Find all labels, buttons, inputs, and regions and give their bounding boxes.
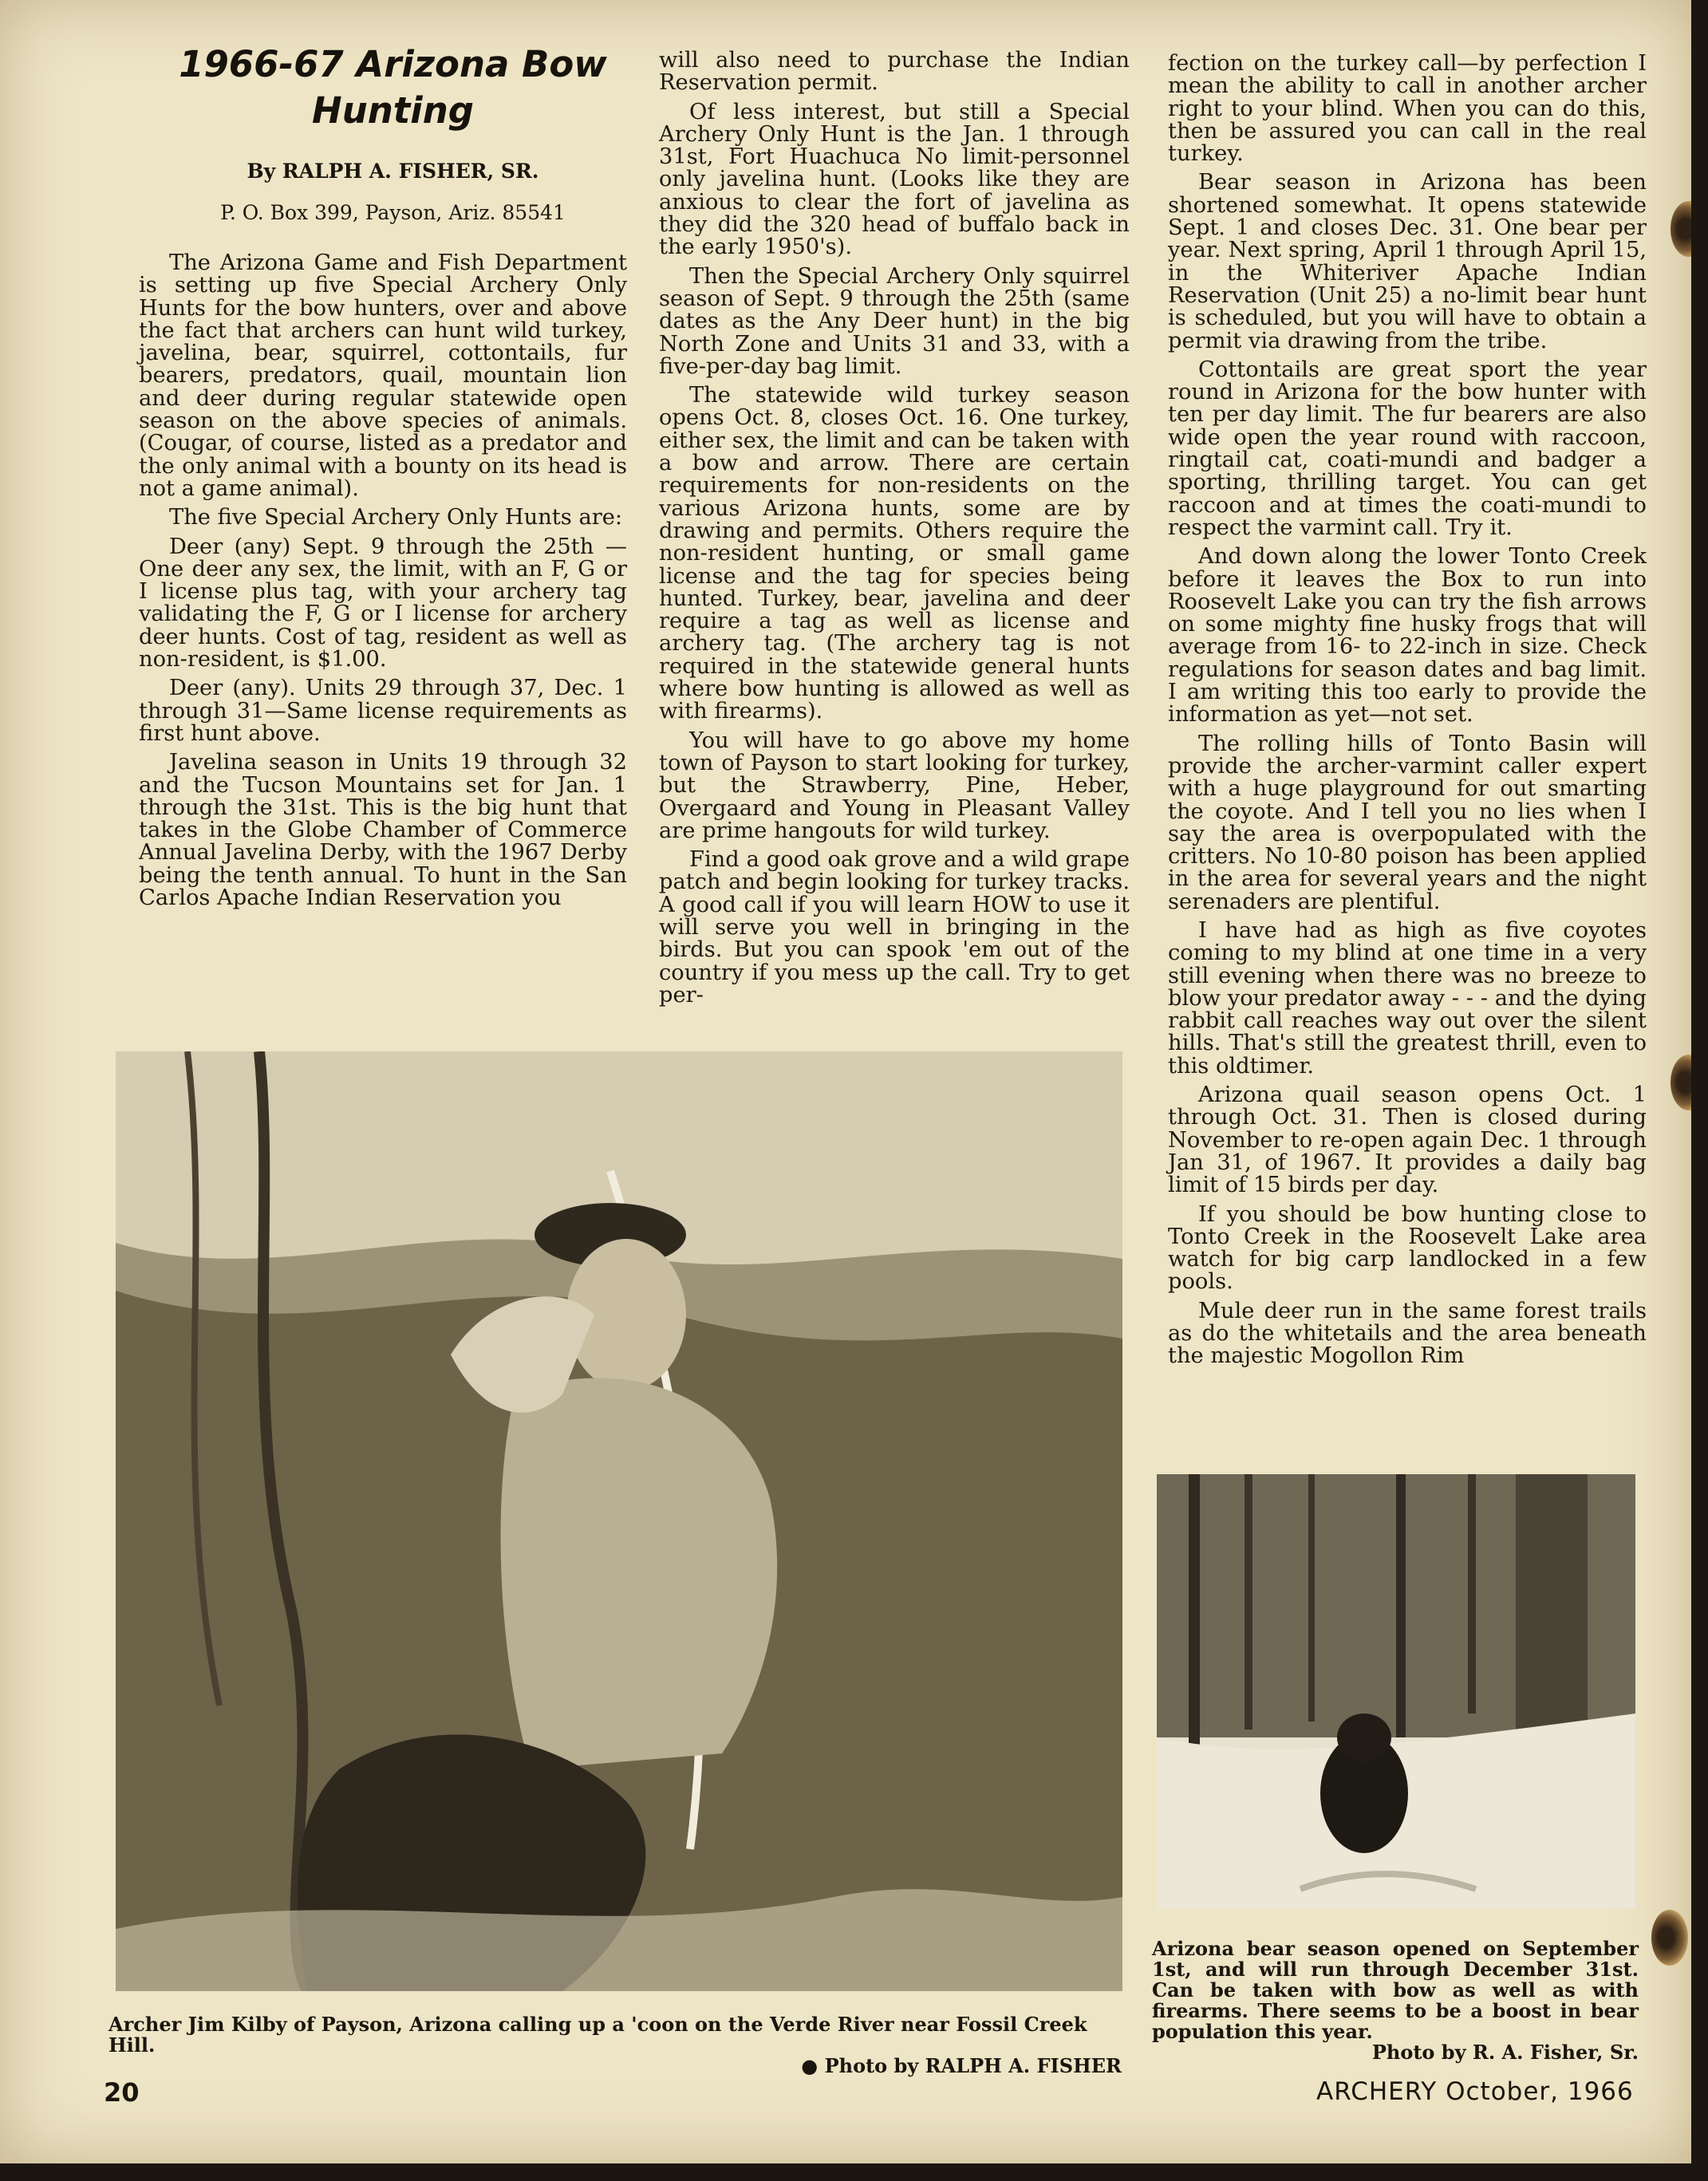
binder-hole-icon xyxy=(1651,1910,1688,1966)
article-title: 1966-67 Arizona Bow Hunting xyxy=(179,43,607,132)
photo-credit: Photo by R. A. Fisher, Sr. xyxy=(1371,2041,1639,2064)
caption-text: Arizona bear season opened on September 1st, and will run through December 31st. Can be taken with bow as well as with firearms. There seems to be a boost in bear population this year. xyxy=(1152,1937,1639,2043)
binder-hole-icon xyxy=(1671,201,1691,257)
paragraph: Find a good oak grove and a wild grape patch and begin looking for turkey tracks. A good call if you will learn HOW to use it will serve you well in bringing in the birds. But you can spook 'em out of the country if you mess up the call. Try to get per- xyxy=(659,847,1130,1008)
paragraph: I have had as high as five coyotes coming to my blind at one time in a very still evening when there was no breeze to blow your predator away - - - and the dying rabbit call reaches way out over the silent hills. That's still the greatest thrill, even to this oldtimer. xyxy=(1168,917,1647,1079)
paragraph: Mule deer run in the same forest trails as do the whitetails and the area beneath the majestic Mogollon Rim xyxy=(1168,1298,1647,1369)
bear-photo-caption xyxy=(1152,1938,1639,2063)
archer-photo-illustration xyxy=(116,1051,1122,1991)
paragraph: Of less interest, but still a Special Archery Only Hunt is the Jan. 1 through 31st, Fort Huachuca No limit-personnel only javelina hunt. (Looks like they are anxious to clear the fort of javelina as they did the 320 head of buffalo back in the early 1950's). xyxy=(659,99,1130,260)
archer-photo xyxy=(116,1051,1122,1991)
paragraph: Deer (any). Units 29 through 37, Dec. 1 through 31—Same license requirements as first hunt above. xyxy=(139,676,627,746)
paragraph: fection on the turkey call—by perfection I mean the ability to call in another archer right to your blind. When you can do this, then be assured you can call in the real turkey. xyxy=(1168,51,1647,167)
photo-credit: ● Photo by RALPH A. FISHER xyxy=(801,2054,1122,2077)
paragraph: will also need to purchase the Indian Reservation permit. xyxy=(659,48,1130,96)
paragraph: The statewide wild turkey season opens Oct. 8, closes Oct. 16. One turkey, either sex, the limit and can be taken with a bow and arrow. There are certain requirements for non-residents on the various Arizona hunts, some are by drawing and permits. Others require the non-resident hunting, or small game license and the tag for species being hunted. Turkey, bear, javelina and deer require a tag as well as license and archery tag. (The archery tag is not required in the statewide general hunts where bow hunting is allowed as well as with firearms). xyxy=(659,383,1130,724)
caption-text: Archer Jim Kilby of Payson, Arizona calling up a 'coon on the Verde River near Fossil Creek Hill. xyxy=(108,2013,1087,2057)
column-3 xyxy=(1168,53,1647,1374)
column-1 xyxy=(139,252,627,916)
paragraph: The five Special Archery Only Hunts are: xyxy=(169,505,623,530)
page-number: 20 xyxy=(104,2077,140,2108)
paragraph: Deer (any) Sept. 9 through the 25th —One deer any sex, the limit, with an F, G or I license plus tag, with your archery tag validating the F, G or I license for archery deer hunts. Cost of tag, resident as well as non-resident, is $1.00. xyxy=(139,534,627,672)
byline: By RALPH A. FISHER, SR. xyxy=(247,160,539,183)
publication-footer: ARCHERY October, 1966 xyxy=(1316,2077,1634,2106)
paragraph: You will have to go above my home town of Payson to start looking for turkey, but the Strawberry, Pine, Heber, Overgaard and Young in Pleasant Valley are prime hangouts for wild turkey. xyxy=(659,728,1130,843)
bear-photo-illustration xyxy=(1157,1474,1635,1909)
paragraph: And down along the lower Tonto Creek before it leaves the Box to run into Roosevelt Lake you can try the fish arrows on some mighty fine husky frogs that will average from 16- to 22-inch in size. Check regulations for season dates and bag limit. I am writing this too early to provide the information as yet—not set. xyxy=(1168,544,1647,728)
paragraph: If you should be bow hunting close to Tonto Creek in the Roosevelt Lake area watch for big carp landlocked in a few pools. xyxy=(1168,1201,1647,1295)
archer-photo-caption xyxy=(108,2014,1122,2076)
paragraph: Then the Special Archery Only squirrel season of Sept. 9 through the 25th (same dates as the Any Deer hunt) in the big North Zone and Units 31 and 33, with a five-per-day bag limit. xyxy=(659,263,1130,379)
paragraph: The Arizona Game and Fish Department is setting up five Special Archery Only Hunts for the bow hunters, over and above the fact that archers can hunt wild turkey, javelina, bear, squirrel, cottontails, fur bearers, predators, quail, mountain lion and deer during regular statewide open season on the above species of animals. (Cougar, of course, listed as a predator and the only animal with a bounty on its head is not a game animal). xyxy=(139,250,627,501)
bear-photo xyxy=(1157,1474,1635,1909)
paragraph: Bear season in Arizona has been shortened somewhat. It opens statewide Sept. 1 and closes Dec. 31. One bear per year. Next spring, April 1 through April 15, in the Whiteriver Apache Indian Reservation (Unit 25) a no-limit bear hunt is scheduled, but you will have to obtain a permit via drawing from the tribe. xyxy=(1168,170,1647,353)
binder-hole-icon xyxy=(1671,1055,1691,1110)
paragraph: Javelina season in Units 19 through 32 and the Tucson Mountains set for Jan. 1 through the 31st. This is the big hunt that takes in the Globe Chamber of Commerce Annual Javelina Derby, with the 1967 Derby being the tenth annual. To hunt in the San Carlos Apache Indian Reservation you xyxy=(139,750,627,911)
column-2 xyxy=(659,49,1130,1013)
paragraph: Arizona quail season opens Oct. 1 through Oct. 31. Then is closed during November to re-open again Dec. 1 through Jan 31, of 1967. It provides a daily bag limit of 15 birds per day. xyxy=(1168,1083,1647,1198)
paragraph: Cottontails are great sport the year round in Arizona for the bow hunter with ten per day limit. The fur bearers are also wide open the year round with raccoon, ringtail cat, coati-mundi and badger a sporting, thrilling target. You can get raccoon and at times the coati-mundi to respect the varmint call. Try it. xyxy=(1168,357,1647,540)
author-address: P. O. Box 399, Payson, Ariz. 85541 xyxy=(220,201,566,224)
paragraph: The rolling hills of Tonto Basin will provide the archer-varmint caller expert with a huge playground for out smarting the coyote. And I tell you no lies when I say the area is overpopulated with the critters. No 10-80 poison has been applied in the area for several years and the night serenaders are plentiful. xyxy=(1168,731,1647,914)
